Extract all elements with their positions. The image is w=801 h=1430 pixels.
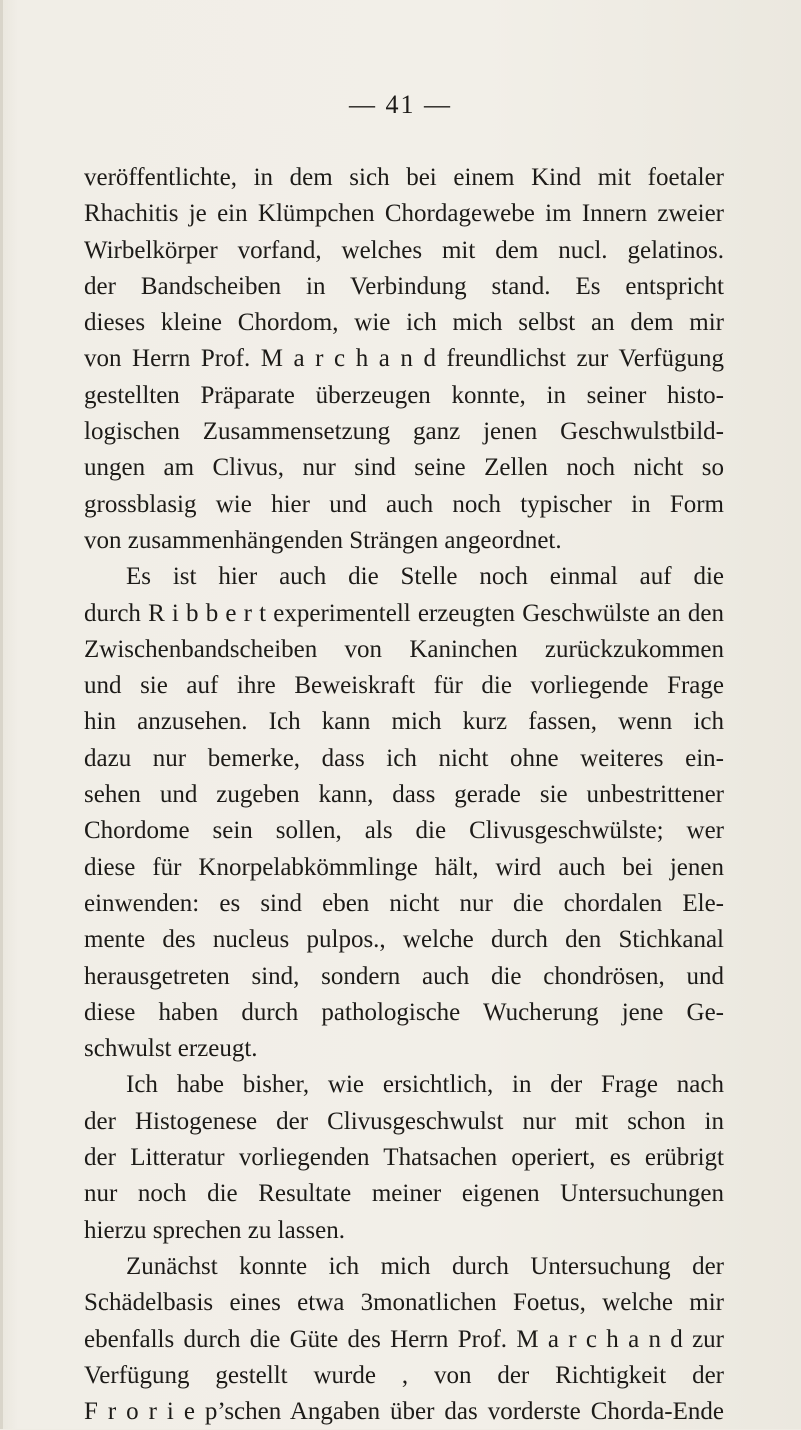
text-line: Chordome sein sollen, als die Clivusgeschwülste; wer bbox=[84, 817, 724, 845]
text-line: hierzu sprechen zu lassen. bbox=[84, 1216, 345, 1244]
text-line: dieses kleine Chordom, wie ich mich selbst an dem mir bbox=[84, 309, 724, 337]
text-line: diese haben durch pathologische Wucherung jene Ge- bbox=[84, 998, 724, 1026]
text-line: F r o r i e p’schen Angaben über das vorderste Chorda-Ende bbox=[84, 1398, 724, 1426]
text-line: Ich habe bisher, wie ersichtlich, in der Frage nach bbox=[126, 1071, 724, 1099]
text-line: ebenfalls durch die Güte des Herrn Prof. M a r c h a n d zur bbox=[84, 1325, 724, 1353]
text-line: durch R i b b e r t experimentell erzeugten Geschwülste an den bbox=[84, 599, 724, 627]
text-line: ungen am Clivus, nur sind seine Zellen noch nicht so bbox=[84, 454, 724, 482]
text-line: Es ist hier auch die Stelle noch einmal auf die bbox=[126, 563, 724, 591]
text-line: und sie auf ihre Beweiskraft für die vorliegende Frage bbox=[84, 672, 724, 700]
text-line: Wirbelkörper vorfand, welches mit dem nucl. gelatinos. bbox=[84, 236, 724, 264]
text-line: von zusammenhängenden Strängen angeordnet. bbox=[84, 526, 562, 554]
text-line: Schädelbasis eines etwa 3monatlichen Foetus, welche mir bbox=[84, 1289, 724, 1317]
text-line: der Bandscheiben in Verbindung stand. Es entspricht bbox=[84, 272, 724, 300]
text-line: veröffentlichte, in dem sich bei einem Kind mit foetaler bbox=[84, 164, 724, 191]
text-line: sehen und zugeben kann, dass gerade sie unbestrittener bbox=[84, 781, 724, 809]
text-line: gestellten Präparate überzeugen konnte, in seiner histo- bbox=[84, 381, 724, 409]
page-number: — 41 — bbox=[349, 90, 452, 119]
text-line: grossblasig wie hier und auch noch typischer in Form bbox=[84, 490, 724, 518]
page-edge bbox=[0, 0, 3, 1429]
text-line: dazu nur bemerke, dass ich nicht ohne weiteres ein- bbox=[84, 744, 724, 772]
text-line: Verfügung gestellt wurde , von der Richtigkeit der bbox=[84, 1361, 724, 1389]
text-line: mente des nucleus pulpos., welche durch den Stichkanal bbox=[84, 926, 724, 954]
text-line: diese für Knorpelabkömmlinge hält, wird auch bei jenen bbox=[84, 853, 724, 881]
text-line: einwenden: es sind eben nicht nur die chordalen Ele- bbox=[84, 889, 724, 917]
text-line: schwulst erzeugt. bbox=[84, 1035, 258, 1063]
body-text bbox=[84, 160, 724, 1430]
text-line: Zunächst konnte ich mich durch Untersuchung der bbox=[126, 1252, 724, 1280]
text-line: hin anzusehen. Ich kann mich kurz fassen, wenn ich bbox=[84, 708, 724, 736]
text-line: Rhachitis je ein Klümpchen Chordagewebe im Innern zweier bbox=[84, 200, 724, 228]
text-line: Zwischenbandscheiben von Kaninchen zurückzukommen bbox=[84, 635, 724, 663]
text-line: nur noch die Resultate meiner eigenen Untersuchungen bbox=[84, 1180, 724, 1208]
text-line: der Histogenese der Clivusgeschwulst nur mit schon in bbox=[84, 1107, 724, 1135]
text-line: von Herrn Prof. M a r c h a n d freundlichst zur Verfügung bbox=[84, 345, 724, 373]
text-line: herausgetreten sind, sondern auch die chondrösen, und bbox=[84, 962, 724, 990]
text-line: der Litteratur vorliegenden Thatsachen operiert, es erübrigt bbox=[84, 1144, 724, 1172]
text-line: logischen Zusammensetzung ganz jenen Geschwulstbild- bbox=[84, 418, 724, 446]
